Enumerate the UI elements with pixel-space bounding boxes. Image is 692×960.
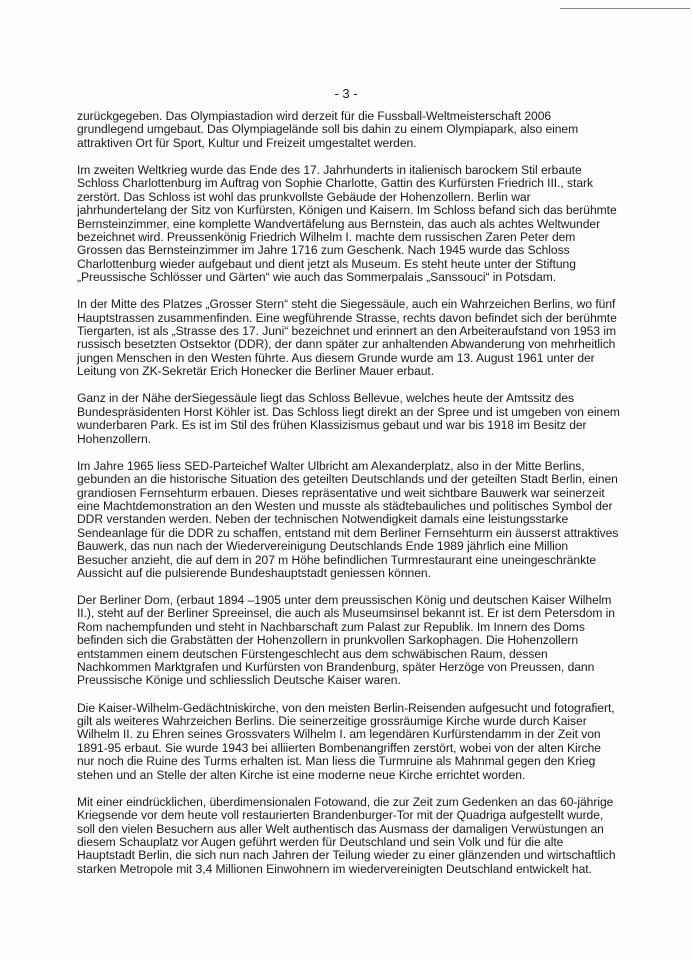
text-line: Besucher anzieht, die auf dem in 207 m Höhe befindlichen Turmrestaurant eine uneingeschränkte — [77, 552, 597, 567]
text-line: grundlegend umgebaut. Das Olympiagelände soll bis dahin zu einem Olympiapark, also einem — [77, 122, 579, 137]
text-line: Schloss Charlottenburg im Auftrag von Sophie Charlotte, Gattin des Kurfürsten Friedrich III., stark — [77, 176, 593, 191]
text-line: jahrhundertelang der Sitz von Kurfürsten, Königen und Kaisern. Im Schloss befand sich das berühmte — [77, 203, 617, 218]
text-line: „Preussische Schlösser und Gärten“ wie auch das Sommerpalais „Sanssouci“ in Potsdam. — [77, 270, 557, 285]
text-line: Aussicht auf die pulsierende Bundeshauptstadt geniessen können. — [77, 565, 431, 580]
text-line: Charlottenburg wieder aufgebaut und dient jetzt als Museum. Es steht heute unter der Stiftung — [77, 256, 576, 271]
text-line: Nachkommen Marktgrafen und Kurfürsten von Brandenburg, später Herzöge von Preussen, dann — [77, 660, 595, 675]
text-line: Mit einer eindrücklichen, überdimensionalen Fotowand, die zur Zeit zum Gedenken an das 60-jährige — [77, 794, 614, 809]
text-line: Preussische Könige und schliesslich Deutsche Kaiser waren. — [77, 673, 401, 688]
text-line: zerstört. Das Schloss ist wohl das prunkvollste Gebäude der Hohenzollern. Berlin war — [77, 189, 531, 204]
page-number: - 3 - — [334, 86, 358, 101]
text-line: stehen und an Stelle der alten Kirche ist eine moderne neue Kirche errichtet worden. — [77, 767, 526, 782]
text-line: Wilhelm II. zu Ehren seines Grossvaters Wilhelm I. am legendären Kurfürstendamm in der Zeit von — [77, 727, 601, 742]
text-line: grandiosen Fernsehturm erbauen. Dieses repräsentative und weit sichtbare Bauwerk war seinerzeit — [77, 485, 605, 500]
text-line: jungen Menschen in den Westen führte. Aus diesem Grunde wurde am 13. August 1961 unter der — [77, 350, 595, 365]
text-line: gebunden an die historische Situation des geteilten Deutschlands und der geteilten Stadt Berlin, einen — [77, 472, 618, 487]
paragraph-gedaechtniskirche — [77, 702, 637, 782]
text-line: wunderbaren Park. Es ist im Stil des frühen Klassizismus gebaut und war bis 1918 im Besitz der — [77, 418, 587, 433]
text-line: 1891-95 erbaut. Sie wurde 1943 bei alliierten Bombenangriffen zerstört, wobei von der alten Kirche — [77, 740, 601, 755]
scan-edge-line — [560, 8, 690, 9]
text-line: soll den vielen Besuchern aus aller Welt authentisch das Ausmass der damaligen Verwüstungen an — [77, 821, 604, 836]
text-line: Tiergarten, ist als „Strasse des 17. Juni“ bezeichnet und erinnert an den Arbeiteraufstand von 1953 im — [77, 324, 616, 339]
text-line: II.), steht auf der Berliner Spreeinsel, die auch als Museumsinsel bekannt ist. Er ist dem Petersdom in — [77, 606, 615, 621]
text-line: DDR verstanden werden. Neben der technischen Notwendigkeit damals eine leistungsstarke — [77, 512, 569, 527]
text-line: nur noch die Ruine des Turms erhalten ist. Man liess die Turmruine als Mahnmal gegen den Krieg — [77, 754, 596, 769]
text-line: Der Berliner Dom, (erbaut 1894 –1905 unter dem preussischen König und deutschen Kaiser Wilhelm — [77, 593, 612, 608]
text-line: Kriegsende vor dem heute voll restaurierten Brandenburger-Tor mit der Quadriga aufgestellt wurde, — [77, 808, 604, 823]
paragraph-schloss-charlottenburg — [77, 164, 637, 285]
text-line: Bundespräsidenten Horst Köhler ist. Das Schloss liegt direkt an der Spree und ist umgeben von einem — [77, 404, 620, 419]
text-line: Bauwerk, das nun nach der Wiedervereinigung Deutschlands Ende 1989 jährlich eine Million — [77, 539, 569, 554]
paragraph-fernsehturm — [77, 460, 637, 581]
text-line: Grossen das Bernsteinzimmer im Jahre 1716 zum Geschenk. Nach 1945 wurde das Schloss — [77, 243, 570, 258]
text-line: Ganz in der Nähe derSiegessäule liegt das Schloss Bellevue, welches heute der Amtssitz des — [77, 391, 574, 406]
text-line: Im zweiten Weltkrieg wurde das Ende des 17. Jahrhunderts in italienisch barockem Stil erbaute — [77, 162, 582, 177]
text-line: diesem Schauplatz vor Augen geführt werden für Deutschland und sein Volk und für die alte — [77, 834, 564, 849]
paragraph-olympiastadion — [77, 110, 637, 150]
text-line: gilt als weiteres Wahrzeichen Berlins. Die seinerzeitige grossräumige Kirche wurde durch Kaiser — [77, 713, 587, 728]
paragraph-berliner-dom — [77, 594, 637, 688]
text-line: befinden sich die Grabstätten der Hohenzollern in prunkvollen Sarkophagen. Die Hohenzollern — [77, 633, 579, 648]
text-line: Rom nachempfunden und steht in Nachbarschaft zum Palast zur Republik. Im Innern des Doms — [77, 619, 585, 634]
text-line: Leitung von ZK-Sekretär Erich Honecker die Berliner Mauer erbaut. — [77, 364, 435, 379]
paragraph-schloss-bellevue — [77, 392, 637, 446]
text-line: zurückgegeben. Das Olympiastadion wird derzeit für die Fussball-Weltmeisterschaft 2006 — [77, 109, 552, 123]
text-line: Sendeanlage für die DDR zu schaffen, entstand mit dem Berliner Fernsehturm ein äusserst attraktives — [77, 525, 619, 540]
text-line: In der Mitte des Platzes „Grosser Stern“ steht die Siegessäule, auch ein Wahrzeichen Berlins, wo fünf — [77, 297, 616, 312]
text-line: attraktiven Ort für Sport, Kultur und Freizeit umgestaltet werden. — [77, 135, 417, 150]
text-line: Bernsteinzimmer, eine komplette Wandvertäfelung aus Bernstein, das auch als achtes Weltwunder — [77, 216, 601, 231]
text-line: starken Metropole mit 3,4 Millionen Einwohnern im wiedervereinigten Deutschland entwickelt hat. — [77, 861, 592, 876]
paragraph-siegessaeule — [77, 298, 637, 378]
document-body — [77, 110, 637, 890]
text-line: Die Kaiser-Wilhelm-Gedächtniskirche, von den meisten Berlin-Reisenden aufgesucht und fotografiert, — [77, 700, 615, 715]
text-line: Hohenzollern. — [77, 431, 151, 446]
text-line: entstammen einem deutschen Fürstengeschlecht aus dem schwäbischen Raum, dessen — [77, 646, 548, 661]
text-line: bezeichnet wird. Preussenkönig Friedrich Wilhelm I. machte dem russischen Zaren Peter dem — [77, 229, 576, 244]
paragraph-fotowand — [77, 796, 637, 876]
text-line: eine Machtdemonstration an den Westen und musste als städtebauliches und politisches Symbol der — [77, 498, 613, 513]
text-line: Hauptstrassen zusammenfinden. Eine wegführende Strasse, rechts davon befindet sich der berühmte — [77, 310, 617, 325]
text-line: Im Jahre 1965 liess SED-Parteichef Walter Ulbricht am Alexanderplatz, also in der Mitte Berlins, — [77, 458, 585, 473]
text-line: Hauptstadt Berlin, die sich nun nach Jahren der Teilung wieder zu einer glänzenden und wirtschaftlich — [77, 848, 616, 863]
text-line: russisch besetzten Ostsektor (DDR), der dann später zur anhaltenden Abwanderung von mehrheitlich — [77, 337, 616, 352]
